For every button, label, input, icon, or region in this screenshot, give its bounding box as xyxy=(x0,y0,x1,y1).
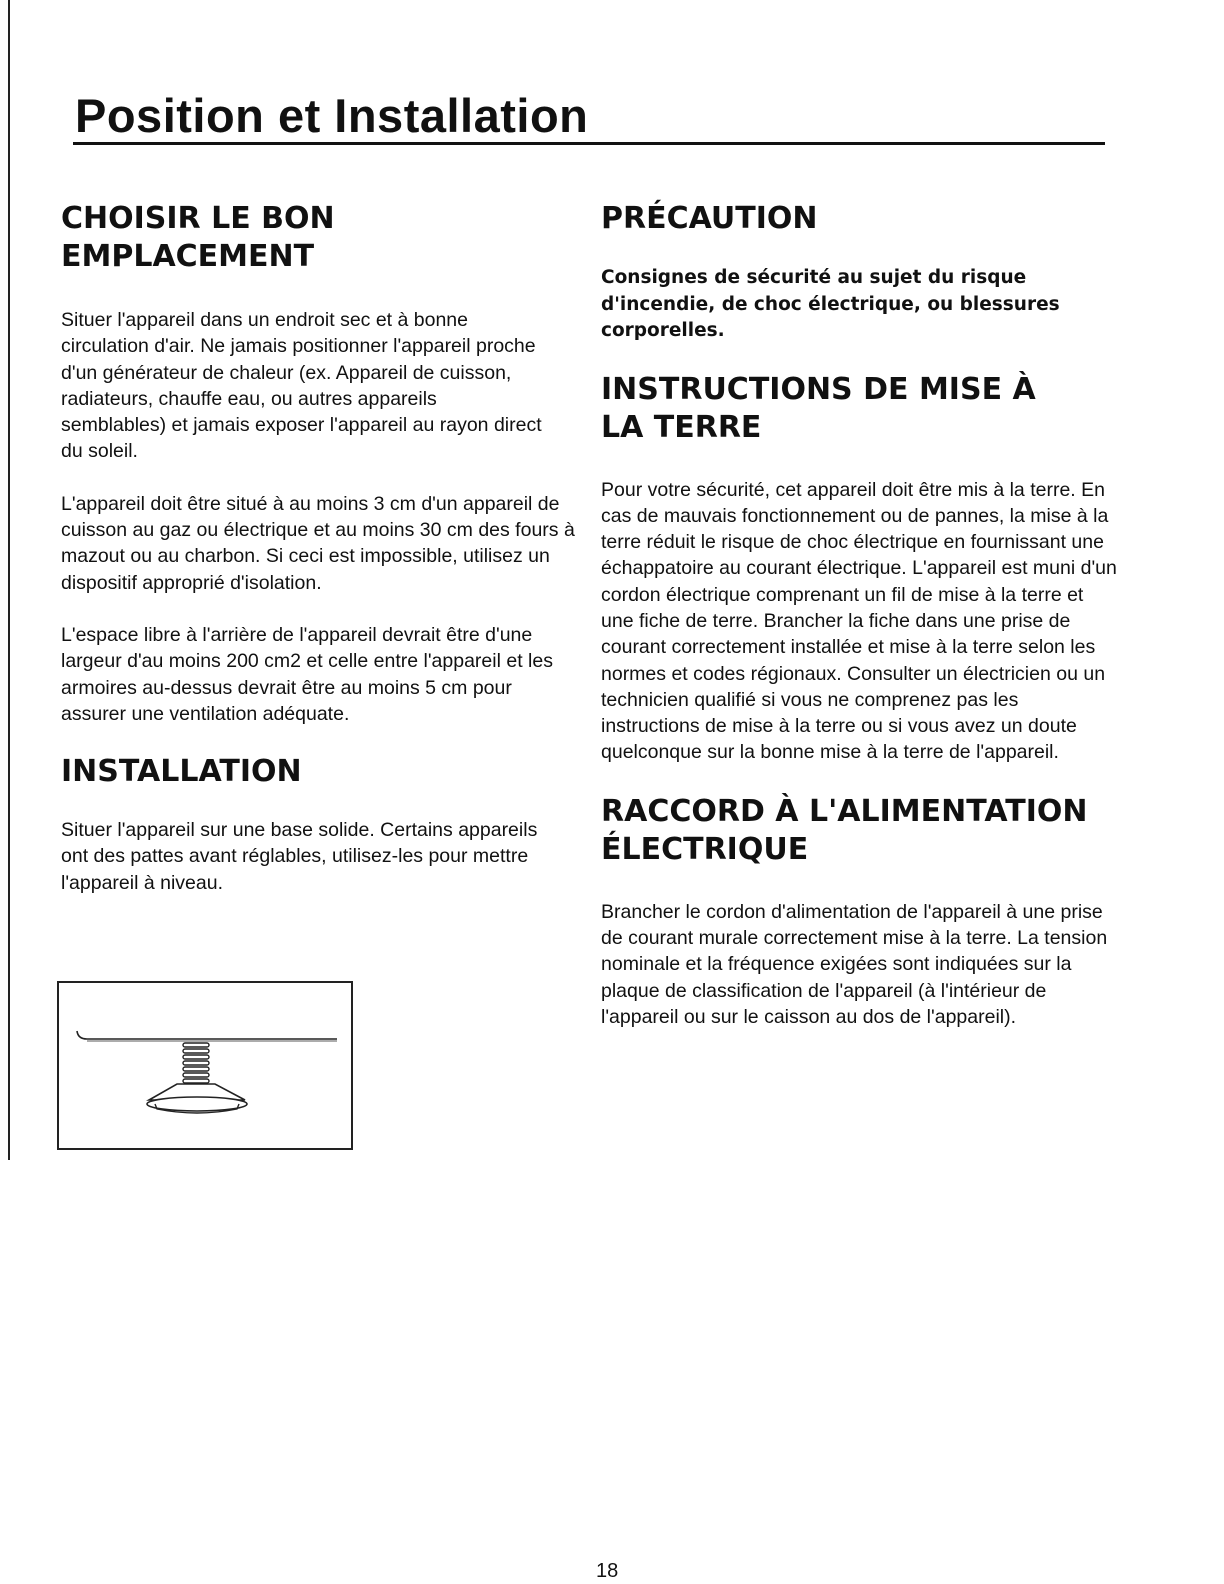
paragraph-emplacement-3: L'espace libre à l'arrière de l'appareil devrait être d'une largeur d'au moins 200 cm2 et celle entre l'appareil et les armoires au-dessus devrait être au moins 5 cm pour assurer une ventilation adéquate. xyxy=(61,623,553,725)
section-installation xyxy=(61,753,581,896)
heading-mise-a-la-terre: INSTRUCTIONS DE MISE À LA TERRE xyxy=(601,371,1036,445)
heading-precaution: PRÉCAUTION xyxy=(601,201,818,236)
page-title: Position et Installation xyxy=(75,89,589,142)
section-raccord xyxy=(601,793,1131,1030)
heading-emplacement: CHOISIR LE BON EMPLACEMENT xyxy=(61,201,335,274)
paragraph-emplacement-1: Situer l'appareil dans un endroit sec et à bonne circulation d'air. Ne jamais positionner l'appareil proche d'un générateur de chaleur (ex. Appareil de cuisson, radiateurs, chauffe eau, ou autres appareils semblables) et jamais exposer l'appareil au rayon direct du soleil. xyxy=(61,309,542,463)
page-number: 18 xyxy=(596,1560,619,1582)
heading-installation: INSTALLATION xyxy=(61,754,302,790)
title-underline xyxy=(73,142,1105,145)
leveling-foot-icon xyxy=(59,983,351,1148)
leveling-foot-figure xyxy=(57,981,353,1150)
right-column xyxy=(601,200,1131,1030)
left-column xyxy=(61,200,581,896)
section-precaution xyxy=(601,200,1131,345)
heading-raccord: RACCORD À L'ALIMENTATION ÉLECTRIQUE xyxy=(601,793,1088,867)
paragraph-mise-a-la-terre: Pour votre sécurité, cet appareil doit être mis à la terre. En cas de mauvais fonctionnement ou de pannes, la mise à la terre réduit le risque de choc électrique en fournissant une échappatoire au courant électrique. L'appareil est muni d'un cordon électrique comprenant un fil de mise à la terre et une fiche de terre. Brancher la fiche dans une prise de courant correctement installée et mise à la terre selon les normes et codes régionaux. Consulter un électricien ou un technicien qualifié si vous ne comprenez pas les instructions de mise à la terre ou si vous avez un doute quelconque sur la bonne mise à la terre de l'appareil. xyxy=(601,478,1117,764)
section-mise-a-la-terre xyxy=(601,371,1131,766)
paragraph-raccord: Brancher le cordon d'alimentation de l'appareil à une prise de courant murale correctement mise à la terre. La tension nominale et la fréquence exigées sont indiquées sur la plaque de classification de l'appareil (à l'intérieur de l'appareil ou sur le caisson au dos de l'appareil). xyxy=(601,900,1108,1028)
binding-edge-line xyxy=(8,0,10,1160)
paragraph-emplacement-2: L'appareil doit être situé à au moins 3 cm d'un appareil de cuisson au gaz ou électrique et au moins 30 cm des fours à mazout ou au charbon. Si ceci est impossible, utilisez un dispositif approprié d'isolation. xyxy=(61,492,575,594)
section-emplacement xyxy=(61,200,581,727)
paragraph-installation-1: Situer l'appareil sur une base solide. Certains appareils ont des pattes avant réglables, utilisez-les pour mettre l'appareil à niveau. xyxy=(61,819,538,894)
warning-text: Consignes de sécurité au sujet du risque d'incendie, de choc électrique, ou blessures corporelles. xyxy=(601,267,1060,341)
